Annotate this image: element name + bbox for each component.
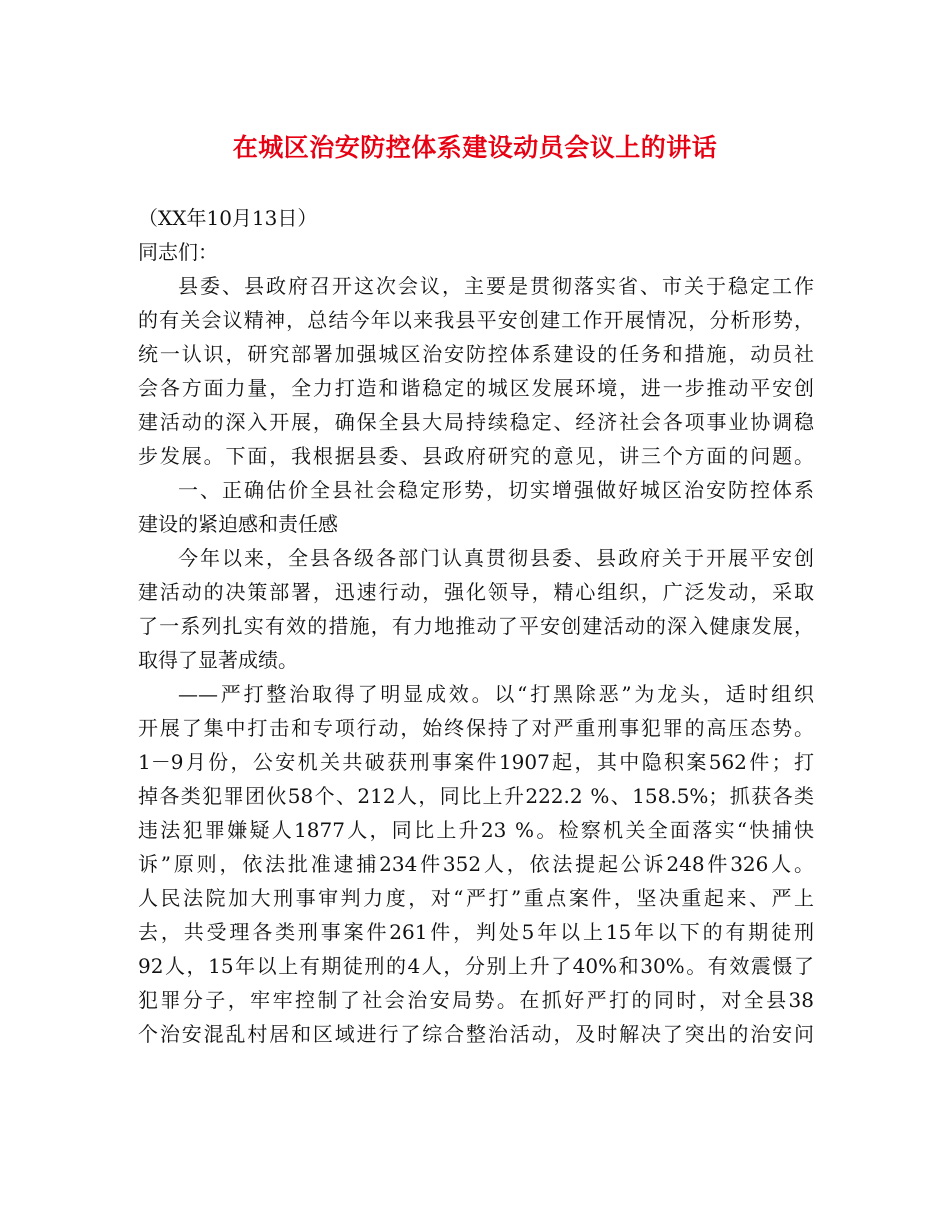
text-line: 诉”原则，依法批准逮捕234件352人，依法提起公诉248件326人。	[138, 852, 814, 876]
text-line: 的有关会议精神，总结今年以来我县平安创建工作开展情况，分析形势，	[138, 308, 814, 332]
text-line: 会各方面力量，全力打造和谐稳定的城区发展环境，进一步推动平安创	[138, 376, 814, 400]
text-line: 1－9月份，公安机关共破获刑事案件1907起，其中隐积案562件；打	[138, 750, 814, 774]
text-line: 开展了集中打击和专项行动，始终保持了对严重刑事犯罪的高压态势。	[138, 716, 814, 740]
text-line: 县委、县政府召开这次会议，主要是贯彻落实省、市关于稳定工作	[178, 274, 814, 298]
text-line: 步发展。下面，我根据县委、县政府研究的意见，讲三个方面的问题。	[138, 444, 814, 468]
text-line: 违法犯罪嫌疑人1877人，同比上升23 %。检察机关全面落实“快捕快	[138, 818, 814, 842]
text-line: 建活动的决策部署，迅速行动，强化领导，精心组织，广泛发动，采取	[138, 580, 814, 604]
text-line: 一、正确估价全县社会稳定形势，切实增强做好城区治安防控体系	[178, 478, 814, 502]
text-line: 同志们：	[138, 240, 218, 264]
text-line: 建设的紧迫感和责任感	[138, 512, 338, 536]
text-line: 统一认识，研究部署加强城区治安防控体系建设的任务和措施，动员社	[138, 342, 814, 366]
document-body	[138, 201, 814, 1051]
document-title: 在城区治安防控体系建设动员会议上的讲话	[232, 133, 718, 162]
text-line: 犯罪分子，牢牢控制了社会治安局势。在抓好严打的同时，对全县38	[138, 988, 814, 1012]
text-line: 人民法院加大刑事审判力度，对“严打”重点案件，坚决重起来、严上	[138, 886, 814, 910]
text-line: （XX年10月13日）	[138, 206, 318, 230]
text-line: 个治安混乱村居和区域进行了综合整治活动，及时解决了突出的治安问	[138, 1022, 814, 1046]
text-line: 掉各类犯罪团伙58个、212人，同比上升222.2 %、158.5%；抓获各类	[138, 784, 814, 808]
text-line: 92人，15年以上有期徒刑的4人，分别上升了40%和30%。有效震慑了	[138, 954, 814, 978]
text-line: ——严打整治取得了明显成效。以“打黑除恶”为龙头，适时组织	[178, 682, 814, 706]
text-line: 取得了显著成绩。	[138, 648, 298, 672]
text-line: 去，共受理各类刑事案件261件，判处5年以上15年以下的有期徒刑	[138, 920, 814, 944]
text-line: 今年以来，全县各级各部门认真贯彻县委、县政府关于开展平安创	[178, 546, 814, 570]
text-line: 建活动的深入开展，确保全县大局持续稳定、经济社会各项事业协调稳	[138, 410, 814, 434]
text-line: 了一系列扎实有效的措施，有力地推动了平安创建活动的深入健康发展，	[138, 614, 814, 638]
